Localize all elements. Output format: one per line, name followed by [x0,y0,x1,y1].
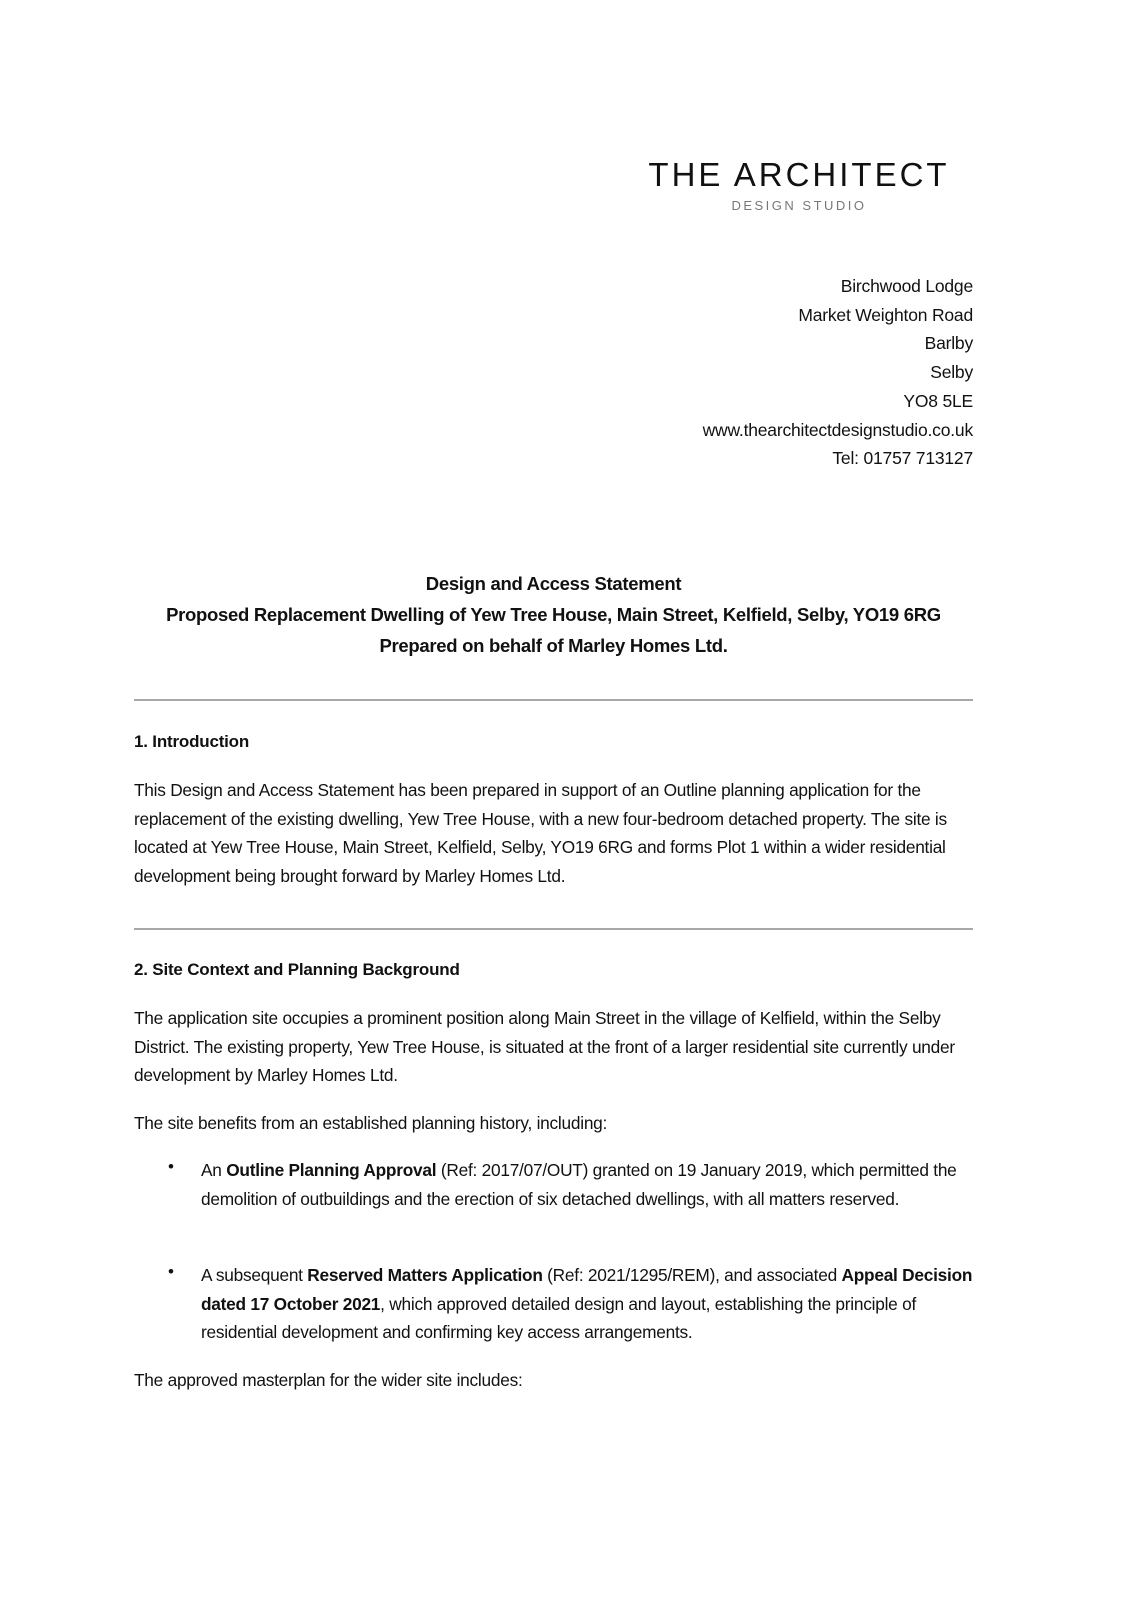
title-line: Design and Access Statement [425,573,682,594]
address-block [703,272,973,473]
address-line: Barlby [924,333,973,354]
website: www.thearchitectdesignstudio.co.uk [702,419,973,440]
telephone: Tel: 01757 713127 [832,448,973,469]
logo-subtitle: DESIGN STUDIO [731,198,867,213]
title-line: Prepared on behalf of Marley Homes Ltd. [379,635,728,656]
divider [134,928,973,930]
paragraph: The site benefits from an established planning history, including: [134,1113,608,1133]
document-title [134,568,973,661]
list-item [201,1156,981,1213]
list-item [201,1261,981,1347]
title-line: Proposed Replacement Dwelling of Yew Tree House, Main Street, Kelfield, Selby, YO19 6RG [166,604,941,625]
section-heading: 1. Introduction [134,732,250,751]
text: An [201,1160,227,1180]
text: (Ref: 2021/1295/REM), and associated [542,1265,842,1285]
bold-text: Outline Planning Approval [226,1160,437,1180]
bold-text: Reserved Matters Application [307,1265,543,1285]
company-logo [634,156,964,213]
address-line: YO8 5LE [903,390,973,411]
logo-name: THE ARCHITECT [648,156,950,193]
paragraph: The application site occupies a prominent position along Main Street in the village of Kelfield, within the Selby District. The existing property, Yew Tree House, is situated at the front of a larger residential site currently under development by Marley Homes Ltd. [134,1008,955,1086]
section-heading: 2. Site Context and Planning Background [134,960,460,979]
address-line: Market Weighton Road [798,304,973,325]
divider [134,699,973,701]
text: (Ref: 2017/07/OUT) granted on 19 January 2019, which permitted the demolition of outbuildings and the erection of six detached dwellings, with all matters reserved. [201,1160,957,1209]
paragraph: The approved masterplan for the wider site includes: [134,1370,523,1390]
text: A subsequent [201,1265,308,1285]
bullet-icon: • [168,1157,174,1176]
text: , which approved detailed design and layout, establishing the principle of residential development and confirming key access arrangements. [201,1293,916,1343]
bold-text: Appeal Decision dated 17 October 2021 [201,1265,973,1314]
paragraph: This Design and Access Statement has been prepared in support of an Outline planning application for the replacement of the existing dwelling, Yew Tree House, with a new four-bedroom detached property. The site is located at Yew Tree House, Main Street, Kelfield, Selby, YO19 6RG and forms Plot 1 within a wider residential development being brought forward by Marley Homes Ltd. [134,780,947,887]
address-line: Selby [930,362,973,383]
address-line: Birchwood Lodge [840,276,973,296]
bullet-icon: • [168,1262,174,1281]
